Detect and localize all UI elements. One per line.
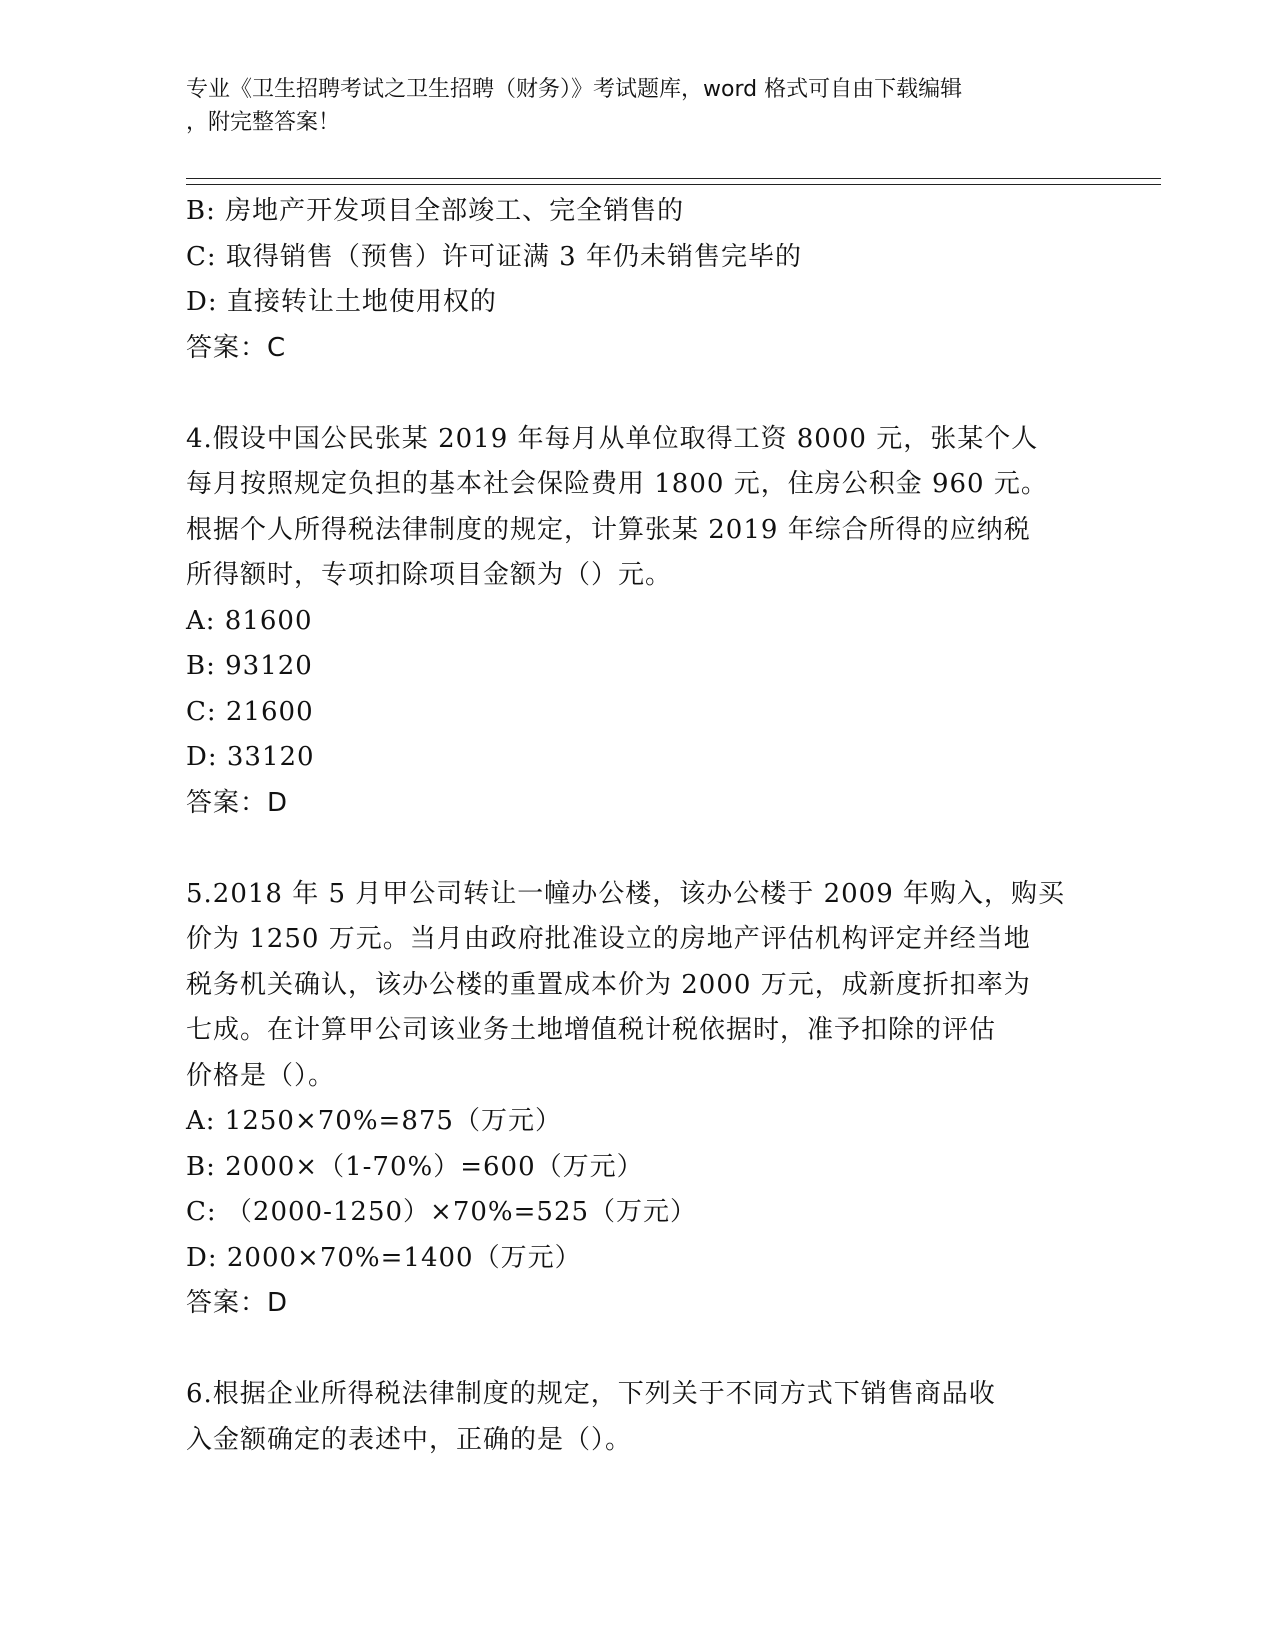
question-text-line: 4.假设中国公民张某 2019 年每月从单位取得工资 8000 元，张某个人 bbox=[186, 423, 1039, 454]
option-a: A: 1250×70%=875（万元） bbox=[186, 1106, 562, 1136]
option-b: B: 房地产开发项目全部竣工、完全销售的 bbox=[186, 196, 685, 226]
question-text-line: 入金额确定的表述中，正确的是（）。 bbox=[186, 1424, 633, 1455]
spacer bbox=[186, 371, 1086, 417]
header-line-2: ，附完整答案！ bbox=[186, 110, 341, 135]
question-text-line: 价为 1250 万元。当月由政府批准设立的房地产评估机构评定并经当地 bbox=[186, 924, 1031, 954]
question-3-tail bbox=[186, 189, 1086, 371]
option-d: D: 33120 bbox=[186, 742, 315, 772]
question-text-line: 6.根据企业所得税法律制度的规定，下列关于不同方式下销售商品收 bbox=[186, 1379, 996, 1409]
question-text-line: 根据个人所得税法律制度的规定，计算张某 2019 年综合所得的应纳税 bbox=[186, 514, 1031, 545]
option-d: D: 2000×70%=1400（万元） bbox=[186, 1242, 582, 1273]
option-c: C: 21600 bbox=[186, 696, 314, 727]
document-body bbox=[186, 189, 1086, 1463]
question-6 bbox=[186, 1372, 1086, 1463]
option-d: D: 直接转让土地使用权的 bbox=[186, 287, 497, 317]
question-4 bbox=[186, 417, 1086, 827]
question-text-line: 每月按照规定负担的基本社会保险费用 1800 元，住房公积金 960 元。 bbox=[186, 469, 1048, 499]
spacer bbox=[186, 1327, 1086, 1373]
header-divider-bottom bbox=[186, 184, 1161, 185]
spacer bbox=[186, 826, 1086, 872]
option-b: B: 2000×（1-70%）=600（万元） bbox=[186, 1151, 644, 1182]
answer: 答案：D bbox=[186, 1288, 289, 1318]
question-text-line: 税务机关确认，该办公楼的重置成本价为 2000 万元，成新度折扣率为 bbox=[186, 969, 1031, 1000]
question-text-line: 价格是（）。 bbox=[186, 1060, 336, 1091]
question-5 bbox=[186, 872, 1086, 1327]
option-c: C: 取得销售（预售）许可证满 3 年仍未销售完毕的 bbox=[186, 241, 802, 272]
question-text-line: 所得额时，专项扣除项目金额为（）元。 bbox=[186, 560, 673, 590]
answer: 答案：C bbox=[186, 332, 287, 363]
option-b: B: 93120 bbox=[186, 651, 313, 681]
answer: 答案：D bbox=[186, 787, 289, 818]
option-c: C: （2000-1250）×70%=525（万元） bbox=[186, 1197, 698, 1227]
header-divider-top bbox=[186, 178, 1161, 179]
question-text-line: 5.2018 年 5 月甲公司转让一幢办公楼，该办公楼于 2009 年购入，购买 bbox=[186, 878, 1066, 909]
header-line-1: 专业《卫生招聘考试之卫生招聘（财务）》考试题库，word 格式可自由下载编辑 bbox=[186, 77, 963, 102]
question-text-line: 七成。在计算甲公司该业务土地增值税计税依据时，准予扣除的评估 bbox=[186, 1015, 997, 1045]
page-header bbox=[186, 73, 1086, 139]
option-a: A: 81600 bbox=[186, 605, 313, 636]
